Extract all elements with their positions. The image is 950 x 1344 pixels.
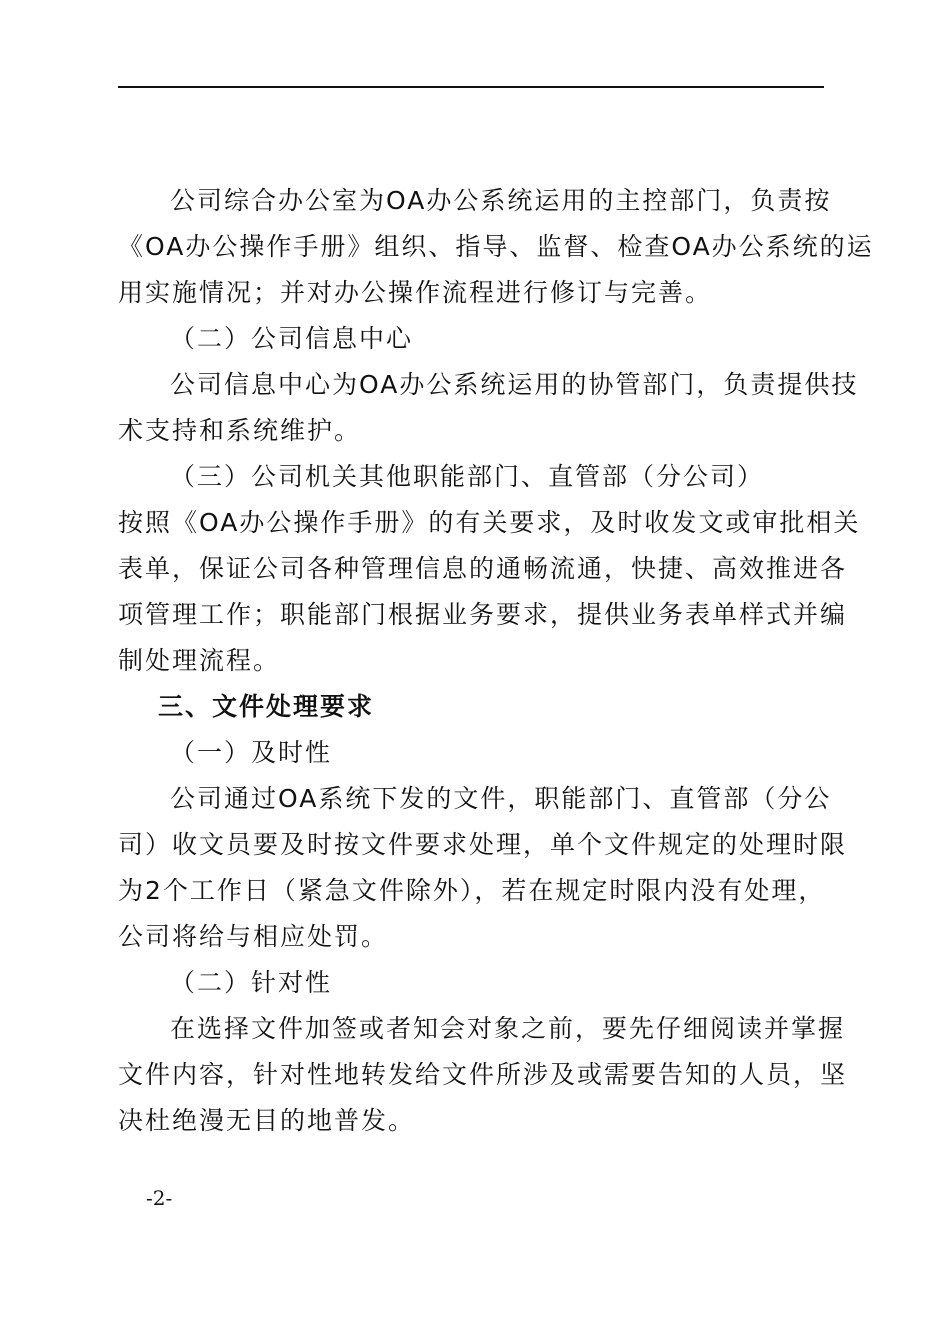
paragraph-line: 项管理工作；职能部门根据业务要求，提供业务表单样式并编 — [118, 600, 848, 629]
paragraph-line: 用实施情况；并对办公操作流程进行修订与完善。 — [118, 278, 713, 307]
subheading: （一）及时性 — [170, 738, 333, 767]
paragraph-line: 司）收文员要及时按文件要求处理，单个文件规定的处理时限 — [118, 830, 848, 859]
paragraph-line: 表单，保证公司各种管理信息的通畅流通，快捷、高效推进各 — [118, 554, 848, 583]
page-number: -2- — [146, 1186, 173, 1210]
paragraph-line: 按照《OA办公操作手册》的有关要求，及时收发文或审批相关 — [118, 508, 861, 537]
paragraph-line: 公司综合办公室为OA办公系统运用的主控部门，负责按 — [170, 186, 832, 215]
paragraph-line: 公司将给与相应处罚。 — [118, 922, 389, 951]
paragraph-line: 公司通过OA系统下发的文件，职能部门、直管部（分公 — [170, 784, 832, 813]
paragraph-line: 在选择文件加签或者知会对象之前，要先仔细阅读并掌握 — [170, 1014, 846, 1043]
subheading: （二）公司信息中心 — [170, 324, 414, 353]
subheading: （三）公司机关其他职能部门、直管部（分公司） — [170, 462, 765, 491]
header-rule — [118, 86, 824, 88]
paragraph-line: 决杜绝漫无目的地普发。 — [118, 1106, 416, 1135]
subheading: （二）针对性 — [170, 968, 333, 997]
paragraph-line: 《OA办公操作手册》组织、指导、监督、检查OA办公系统的运 — [118, 232, 874, 261]
paragraph-line: 制处理流程。 — [118, 646, 281, 675]
paragraph-line: 为2个工作日（紧急文件除外），若在规定时限内没有处理， — [118, 876, 826, 905]
section-heading: 三、文件处理要求 — [158, 692, 375, 721]
document-body — [118, 178, 874, 1144]
paragraph-line: 公司信息中心为OA办公系统运用的协管部门，负责提供技 — [170, 370, 859, 399]
paragraph-line: 文件内容，针对性地转发给文件所涉及或需要告知的人员，坚 — [118, 1060, 848, 1089]
paragraph-line: 术支持和系统维护。 — [118, 416, 362, 445]
